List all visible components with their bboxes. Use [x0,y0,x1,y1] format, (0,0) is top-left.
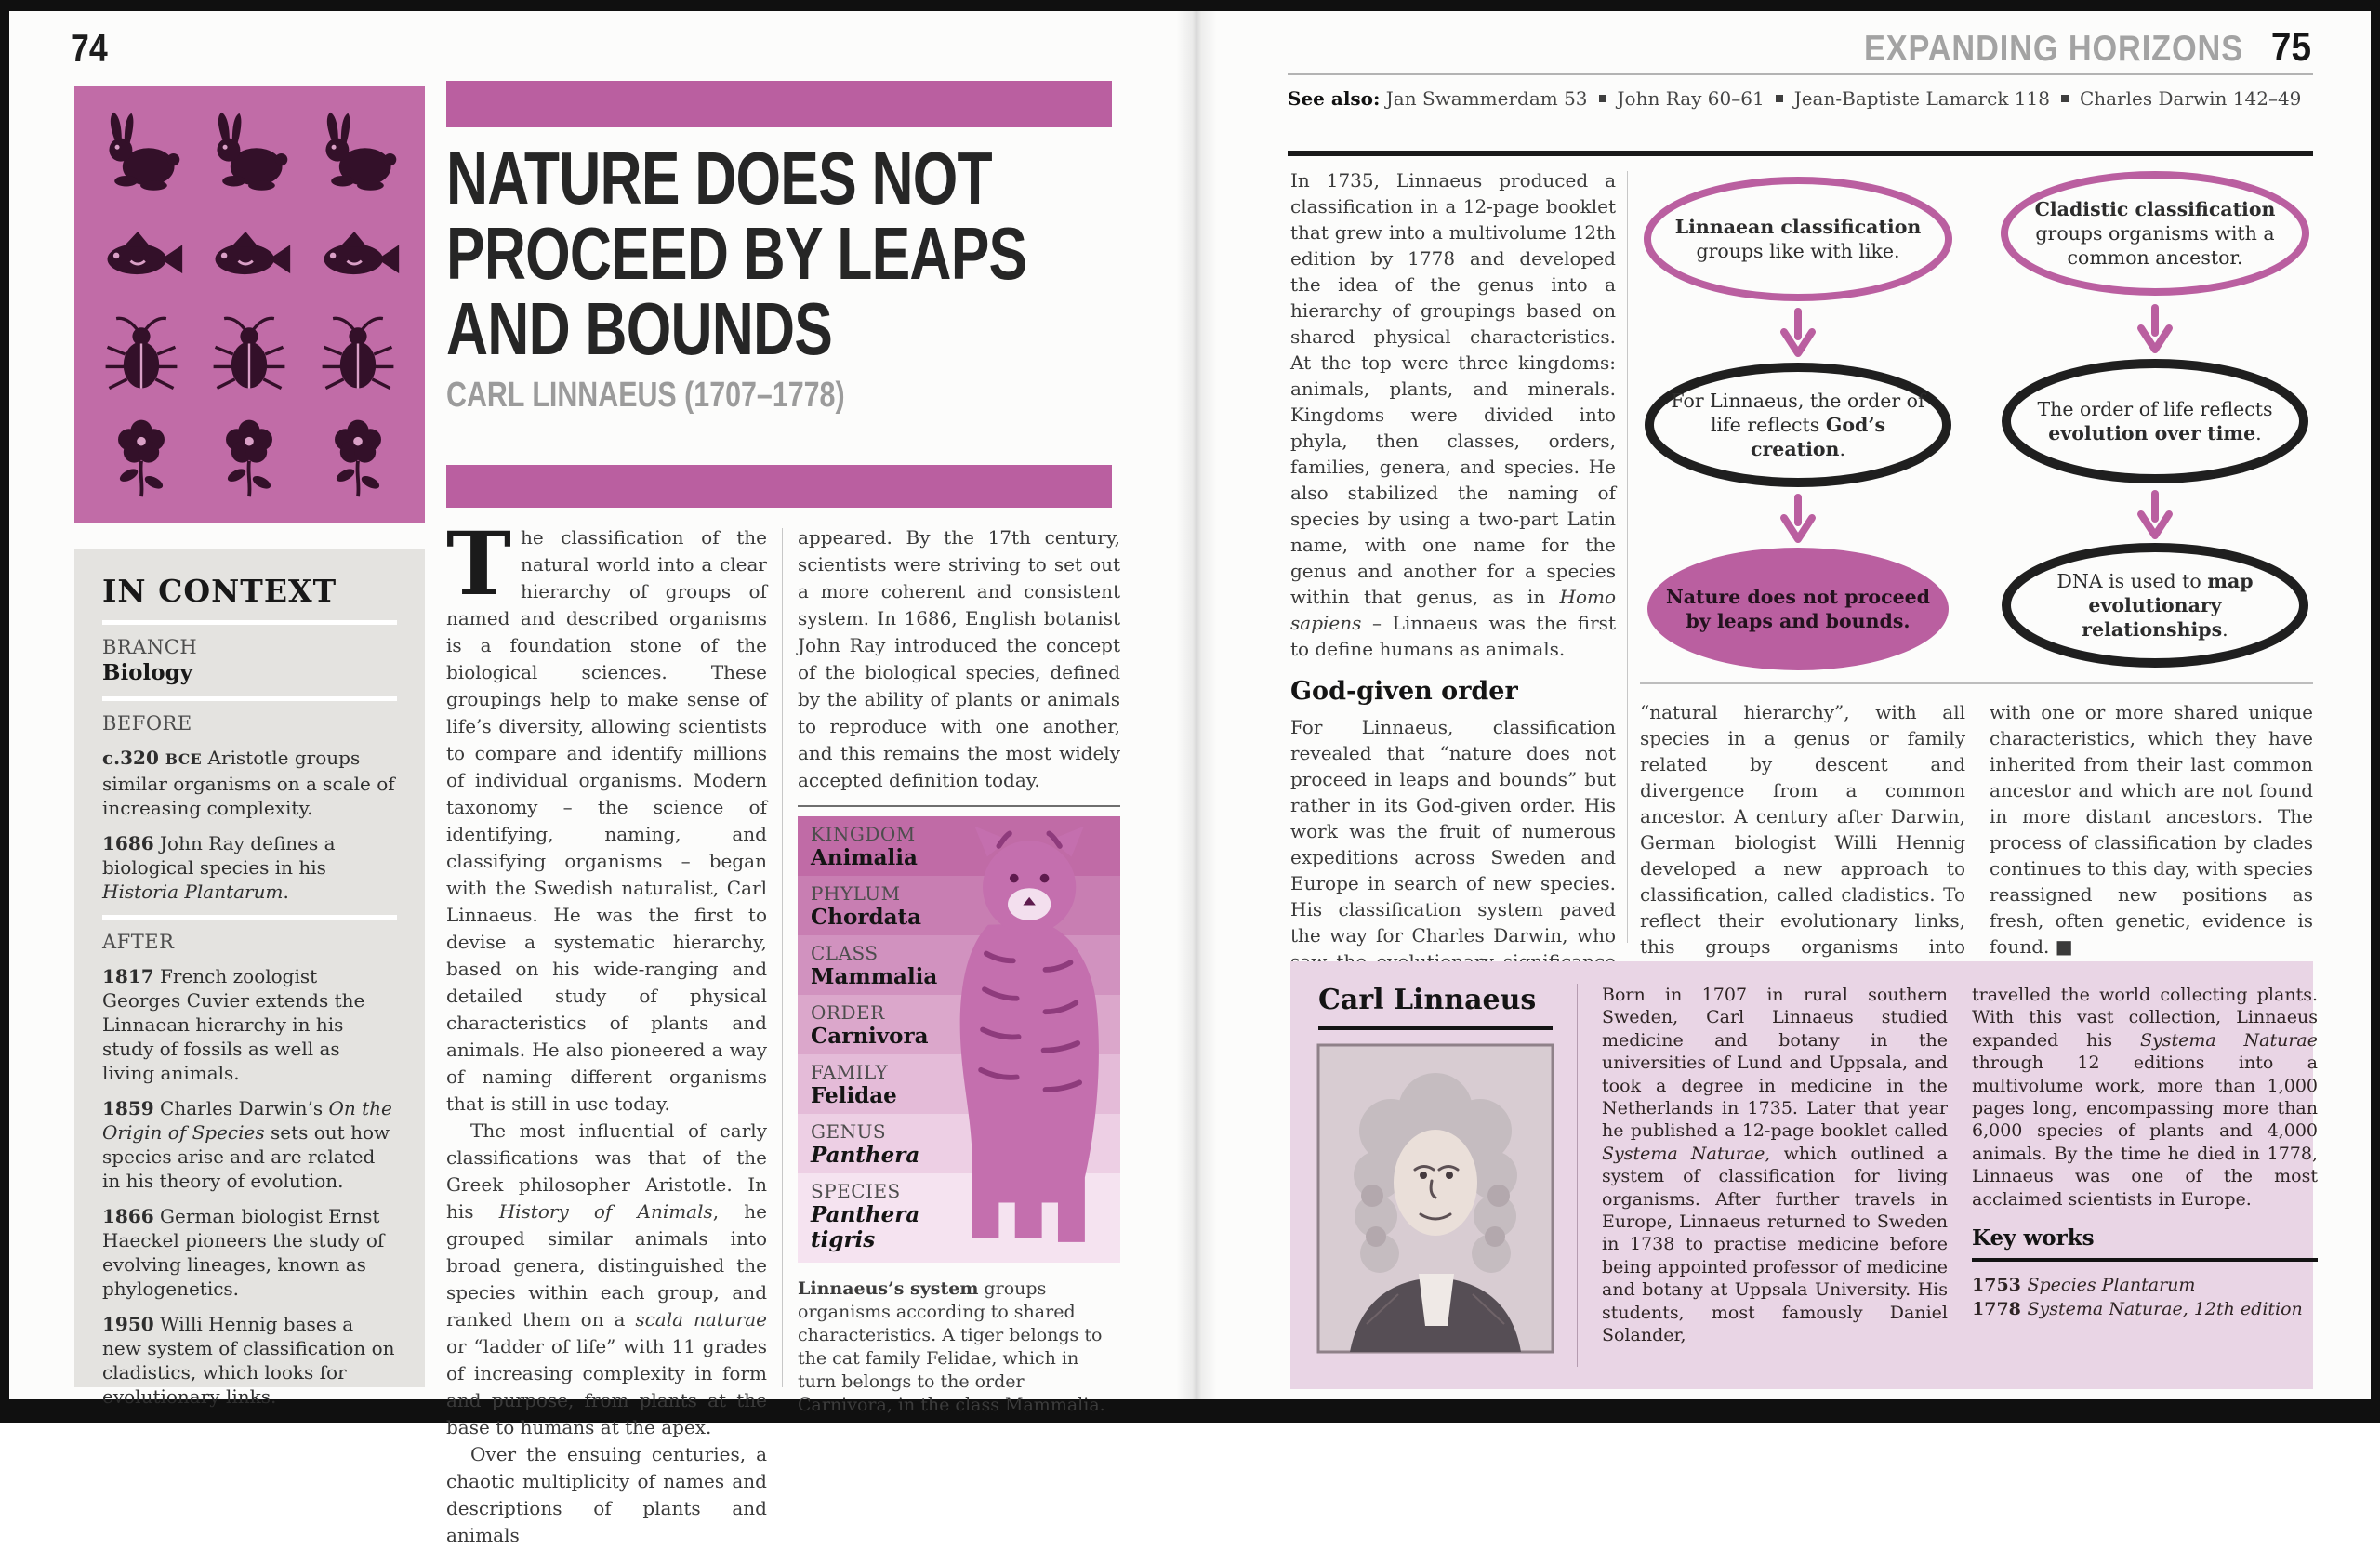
beetle-icon [205,310,294,399]
rabbit-icon [205,108,294,197]
paragraph: travelled the world collecting plants. With this vast collection, Linnaeus expanded his Systema Naturae through 12 editions into a multivolume work, more than 1,000 pages long, encompassing more than 6,000 species of plants and 4,000 animals. By the time he died in 1778, Linnaeus was one of the most acclaimed scientists in Europe. [1972,985,2318,1210]
diagram-node-linnaean: Linnaean classification groups like with like. [1640,173,1956,305]
in-context-heading: IN CONTEXT [102,573,337,609]
taxonomy-value: Animalia [811,845,918,870]
diagram-node-conclusion: Nature does not proceed by leaps and bounds. [1640,543,1956,675]
article-subtitle: CARL LINNAEUS (1707–1778) [446,376,845,415]
article-top-rule [1288,151,2313,156]
see-also-item: Jean-Baptiste Lamarck 118 [1793,87,2050,110]
fish-icon [205,209,294,298]
taxonomy-value: Panthera [811,1143,920,1168]
see-also-item: John Ray 60–61 [1617,87,1765,110]
taxonomy-value: Panthera tigris [811,1202,920,1252]
timeline-entry: 1817 French zoologist Georges Cuvier extends the Linnaean hierarchy in his study of fossils as well as living animals. [102,965,365,1084]
separator-square-icon [1599,95,1606,102]
illustration-caption: Linnaeus’s system groups organisms according to shared characteristics. A tiger belongs to the cat family Felidae, which in turn belongs to the order Carnivora, in the class Mammalia. [798,1278,1105,1415]
rabbit-icon [313,108,403,197]
down-arrow-icon [1778,495,1818,543]
page-number-74: 74 [71,26,108,70]
title-top-bar [446,81,1112,127]
right-column-3 [1990,699,2313,960]
timeline-entry: 1686 John Ray defines a biological species in his Historia Plantarum. [102,832,336,903]
diagram-node-gods-creation: For Linnaeus, the order of life reflects God’s creation. [1640,359,1956,491]
running-head [1758,24,2311,71]
page-number-75: 75 [2270,24,2311,70]
biography-heading: Carl Linnaeus [1318,984,1537,1016]
paragraph: with one or more shared unique characteristics, which they have inherited from their last common ancestor and which are not found in more distant ancestors. The process of classification by clades continues to this day, with species reassigned new positions as fresh, often genetic, evidence is found. ■ [1990,701,2313,958]
key-work-item: 1753 Species Plantarum [1972,1275,2196,1296]
drop-cap: T [446,513,511,616]
taxonomy-value: Carnivora [811,1024,929,1049]
column-rule [782,528,783,1387]
body-column-2 [798,524,1120,1417]
taxonomy-panel [798,816,1120,1263]
section-heading: God-given order [1290,677,1518,706]
book-spread [9,11,2371,1546]
species-icon-panel [74,86,425,523]
biography-portrait-column [1318,984,1553,1367]
fish-icon [97,209,186,298]
after-label: AFTER [102,931,175,953]
divider [1972,1258,2318,1262]
tiger-illustration [934,809,1131,1274]
chapter-title: EXPANDING HORIZONS [1863,29,2244,69]
diagram-node-dna: DNA is used to map evolutionary relationships. [1997,539,2313,671]
timeline-entry: 1950 Willi Hennig bases a new system of classification on cladistics, which looks for evolutionary links. [102,1313,395,1408]
see-also-line [1288,87,2320,110]
page-gutter-shadow [1176,11,1217,1399]
timeline-entry: 1859 Charles Darwin’s On the Origin of Species sets out how species arise and are related in his theory of evolution. [102,1097,392,1192]
column-rule [1627,171,1628,943]
taxonomy-rank: SPECIES [811,1180,901,1202]
in-context-panel [74,549,425,1408]
title-bottom-bar [446,465,1112,508]
paragraph: “natural hierarchy”, with all species in a genus or family related by descent and divergence from a common ancestor. A century after Darwin, German biologist Willi Hennig developed a new approach to classification, called cladistics. To reflect their evolutionary links, this groups organisms into [1640,701,1965,958]
see-also-label: See also: [1288,87,1381,110]
flower-icon [97,411,186,500]
paragraph: In 1735, Linnaeus produced a classification in a 12-page booklet that grew into a multivolume 12th edition by 1778 and developed the idea of the genus into a hierarchy of groupings based on shared physical characteristics. At the top were three kingdoms: animals, plants, and minerals. Kingdoms were divided into phyla, then classes, orders, families, genera, and species. He also stabilized the naming of species by using a two-part Latin name, with one name for the genus and another for a species within that genus, as in Homo sapiens – Linnaeus was the first to define humans as animals. [1290,169,1616,660]
taxonomy-rank: FAMILY [811,1061,889,1083]
paragraph: Over the ensuing centuries, a chaotic multiplicity of names and descriptions of plants and animals [446,1443,767,1546]
taxonomy-value: Mammalia [811,964,938,989]
title-block [446,81,1112,416]
paragraph: The most influential of early classifications was that of the Greek philosopher Aristotle. In his History of Animals, he grouped similar animals into broad genera, distinguished the species within each group, and ranked them on a scala naturae or “ladder of life” with 11 grades of increasing complexity in form and purpose, from plants at the base to humans at the apex. [446,1119,768,1438]
diagram-node-evolution: The order of life reflects evolution over time. [1997,355,2313,487]
taxonomy-rank: ORDER [811,1001,885,1024]
flower-icon [313,411,403,500]
divider [1640,682,2313,684]
divider [102,915,397,920]
branch-value: Biology [102,660,193,685]
column-rule [1577,984,1578,1367]
down-arrow-icon [2135,305,2175,353]
flower-icon [205,411,294,500]
divider [102,620,397,625]
taxonomy-value: Felidae [811,1083,897,1108]
biography-panel [1290,961,2318,1389]
article-title: NATURE DOES NOT PROCEED BY LEAPS AND BOUNDS [446,137,1027,370]
fish-icon [313,209,403,298]
separator-square-icon [2061,95,2069,102]
before-label: BEFORE [102,712,192,735]
diagram-node-cladistic: Cladistic classification groups organisms with a common ancestor. [1997,167,2313,299]
timeline-entry: 1866 German biologist Ernst Haeckel pioneers the study of evolving lineages, known as phylogenetics. [102,1205,385,1300]
taxonomy-rank: KINGDOM [811,823,916,845]
taxonomy-rank: PHYLUM [811,882,901,905]
separator-square-icon [1776,95,1783,102]
rabbit-icon [97,108,186,197]
paragraph: appeared. By the 17th century, scientists were striving to set out a more coherent and consistent system. In 1686, English botanist John Ray introduced the concept of the biological species, defined by the ability of plants or animals to reproduce with one another, and this remains the most widely accepted definition today. [798,526,1120,791]
right-column-1 [1290,167,1616,1000]
taxonomy-value: Chordata [811,905,921,930]
branch-label: BRANCH [102,636,198,658]
beetle-icon [313,310,403,399]
classification-diagram [1640,167,2313,677]
paragraph: For Linnaeus, classification revealed that “nature does not proceed in leaps and bounds” but rather in its God-given order. His work was the fruit of numerous expeditions across Sweden and Europe in search of new species. His classification system paved the way for Charles Darwin, who [1290,716,1616,947]
linnaeus-portrait [1318,1045,1553,1352]
divider [1318,1026,1553,1030]
divider [102,696,397,701]
beetle-icon [97,310,186,399]
right-column-2 [1640,699,1965,986]
divider [798,805,1120,807]
biography-text-1: Born in 1707 in rural southern Sweden, Carl Linnaeus studied medicine and botany in the universities of Lund and Uppsala, and took a degree in medicine in the Netherlands in 1735. Later that year he published a 12-page booklet called Systema Naturae, which outlined a system of classification for living organisms. After further travels in Europe, Linnaeus returned to Sweden in 1738 to practise medicine before being appointed professor of medicine and botany at Uppsala University. His students, most famously Daniel Solander, [1602,985,1948,1346]
body-column-1 [446,513,768,1549]
biography-text-2 [1972,984,2318,1367]
see-also-item: Jan Swammerdam 53 [1385,87,1588,110]
paragraph: The classification of the natural world into a clear hierarchy of groups of named and described organisms is a foundation stone of the biological sciences. These groupings help to make sense of life’s diversity, allowing scientists to compare and identify millions of individual organisms. Modern taxonomy – the science of identifying, naming, and classifying organisms – began with the Swedish naturalist, Carl Linnaeus. He was the first to devise a systematic hierarchy, based on his wide-ranging and detailed study of physical characteristics of plants and animals. He also pioneered a way of naming different organisms that is still in use today. [446,513,767,1115]
key-work-item: 1778 Systema Naturae, 12th edition [1972,1299,2303,1320]
taxonomy-rank: GENUS [811,1120,887,1143]
taxonomy-rank: CLASS [811,942,879,964]
down-arrow-icon [1778,309,1818,357]
divider [1288,73,2313,75]
timeline-entry: c.320 BCE Aristotle groups similar organisms on a scale of increasing complexity. [102,747,395,819]
down-arrow-icon [2135,491,2175,539]
key-works-heading: Key works [1972,1225,2095,1251]
see-also-item: Charles Darwin 142–49 [2079,87,2302,110]
